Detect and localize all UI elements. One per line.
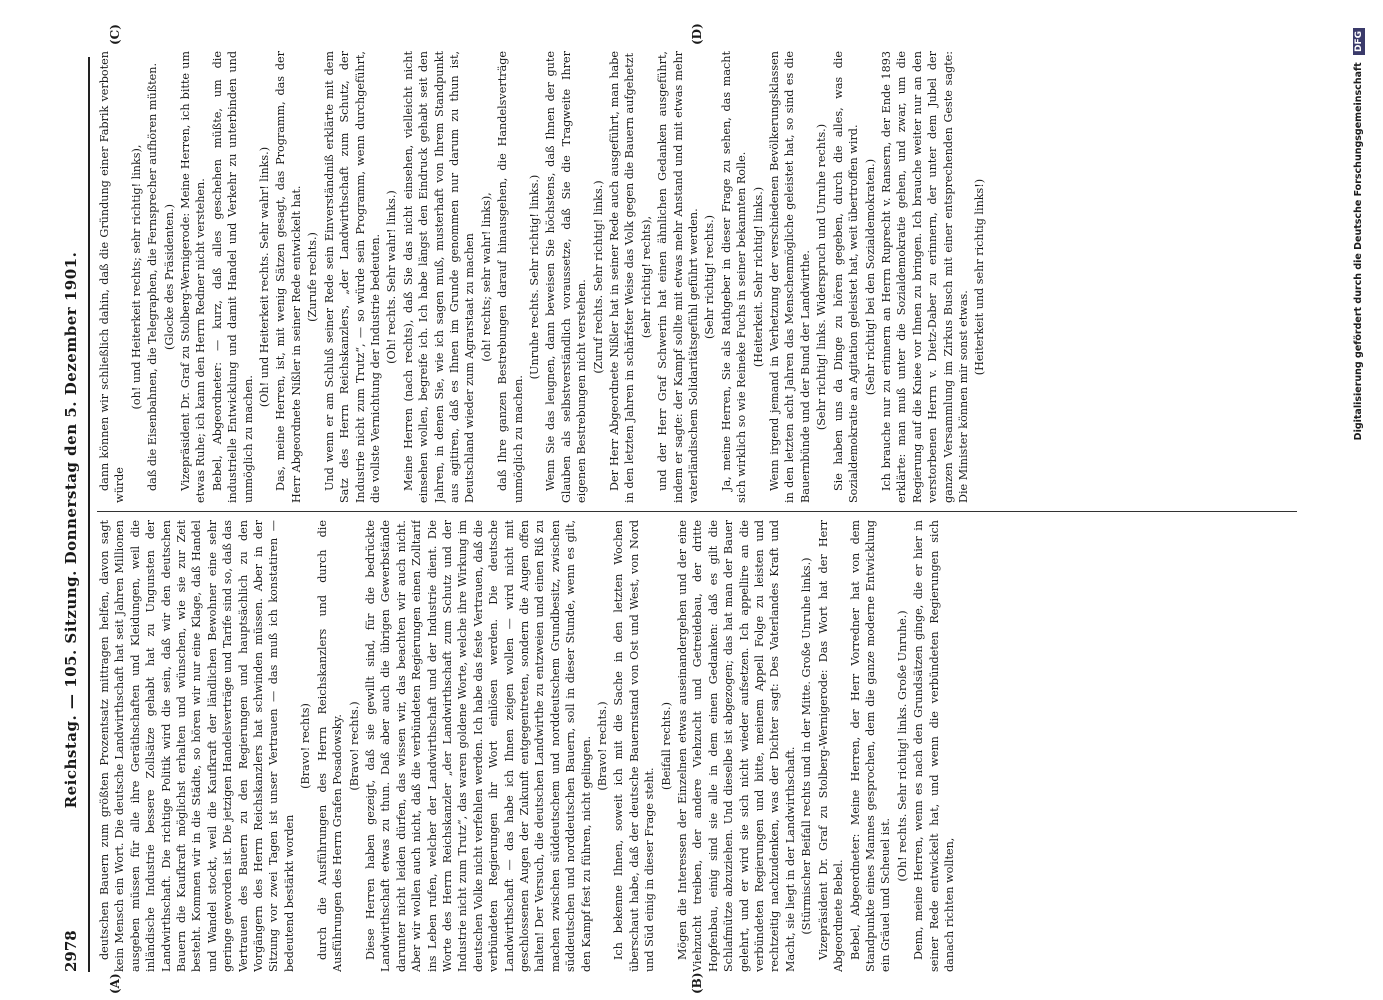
page-header [62, 0, 86, 1000]
paragraph: Das, meine Herren, ist, mit wenig Sätzen gesagt, das Programm, das der Herr Abgeordnete Nißler in seiner Rede entwickelt hat. [274, 51, 303, 503]
page-number: 2978 [62, 930, 80, 972]
margin-mark-a: (A) [108, 973, 122, 994]
paragraph: (Bravo! rechts.) [596, 701, 609, 791]
digitization-stamp [1353, 28, 1365, 972]
paragraph: (Heiterkeit und sehr richtig links!) [973, 178, 987, 376]
paragraph: Der Herr Abgeordnete Nißler hat in seiner Rede auch ausgeführt, man habe in den letzten Jahren in schärfster Weise das Volk gegen die Bauern aufgehetzt [608, 51, 637, 503]
paragraph: Diese Herren haben gezeigt, daß sie gewillt sind, für die bedrückte Landwirthschaft etwas zu thun. Daß aber auch die übrigen Gewerbstände darunter nicht leiden dürfen, das wissen wir, das beachten wir auch nicht. Aber wir wollen auch nicht, daß die verbündeten Regierungen einen Zolltarif ins Leben rufen, welcher der Landwirthschaft und der Industrie dient. Die Worte des Herrn Reichskanzler „der Landwirthschaft zum Schutz und der Industrie nicht zum Trutz“, das waren goldene Worte, welche ihre Wirkung im deutschen Volke nicht verfehlen werden. Ich habe das feste Vertrauen, daß die verbündeten Regierungen ihr Wort einlösen werden. Die deutsche Landwirthschaft — das habe ich Ihnen zeigen wollen — wird nicht mit geschlossenen Augen der Zukunft entgegentreten, sondern die Augen offen halten! Der Versuch, die deutschen Landwirthe zu entzweien und einen Riß zu machen zwischen süddeutschem und norddeutschem Grundbesitz, zwischen süddeutschen und norddeutschen Bauern, soll in dieser Stunde, wenn es gilt, den Kampf fest zu führen, nicht gelingen. [363, 520, 593, 972]
paragraph: (Zuruf rechts. Sehr richtig! links.) [591, 180, 605, 374]
paragraph: Vizepräsident Dr. Graf zu Stolberg-Wernigerode: Meine Herren, ich bitte um etwas Ruhe; ich kann den Herrn Redner nicht verstehen. [179, 51, 208, 503]
margin-mark-b: (B) [690, 972, 704, 994]
paragraph: Sie haben uns da Dinge zu hören gegeben, durch die alles, was die Sozialdemokratie an Agitation geleistet hat, weit übertroffen wird. [831, 51, 861, 503]
paragraph: Ich brauche nur zu erinnern an Herrn Ruprecht v. Ransern, der Ende 1893 erklärte: man muß unter die Sozialdemokratie gehen, und zwar, um die Regierung auf die Kniee vor Ihnen zu bringen. Ich brauche weiter nur an den verstorbenen Herrn v. Dietz-Daber zu erinnern, der unter dem Jubel der ganzen Versammlung im Zirkus Busch mit einer entsprechenden Geste sagte: Die Minister können mir sonst etwas. [879, 51, 970, 503]
paragraph: Wenn Sie das leugnen, dann beweisen Sie höchstens, daß Ihnen der gute Glauben als selbstverständlich voraussetze, daß Sie die Tragweite Ihrer eigenen Bestrebungen nicht verstehen. [544, 51, 589, 503]
paragraph: (Glocke des Präsidenten.) [162, 204, 176, 351]
paragraph: (sehr richtig! rechts), [639, 215, 653, 339]
right-column [97, 51, 1297, 503]
dfg-logo: DFG [1353, 28, 1365, 55]
column-divider [97, 511, 1297, 512]
page-title: Reichstag. — 105. Sitzung. Donnerstag den 5. Dezember 1901. [62, 251, 80, 809]
paragraph: (Sehr richtig! rechts.) [703, 214, 717, 340]
paragraph: (Oh! und Heiterkeit rechts. Sehr wahr! links.) [258, 146, 272, 408]
paragraph: Ja, meine Herren, Sie als Rathgeber in dieser Frage zu sehen, das macht sich wirklich so wie Reineke Fuchs in seiner bekannten Rolle. [719, 51, 749, 503]
paragraph: Meine Herren (nach rechts), daß Sie das nicht einsehen, vielleicht nicht einsehen wollen, begreife ich. Ich habe längst den Eindruck gehabt seit den Jahren, in denen Sie, wie ich sagen muß, musterhaft von Ihrem Standpunkt aus agitiren, daß es Ihnen im Grunde genommen nur darum zu thun ist, Deutschland wieder zum Agrarstaat zu machen [401, 51, 477, 503]
paragraph: Mögen die Interessen der Einzelnen etwas auseinandergehen und der eine Viehzucht treiben, der andere Viehzucht und Getreidebau, der dritte Hopfenbau, einig sind sie alle in dem einen Gedanken: daß es gilt die Schlafmütze abzuziehen. Und dieselbe ist abgezogen; das hat man der Bauer gelehrt, und er wird sie sich nicht wieder aufsetzen. Ich appellire an die verbündeten Regierungen und bitte, meinem Appell Folge zu leisten und rechtzeitig nachzudenken, was der Dichter sagt: Des Vaterlandes Kraft und Macht, sie liegt in der Landwirthschaft. [676, 520, 797, 972]
paragraph: Und wenn er am Schluß seiner Rede sein Einverständniß erklärte mit dem Satz des Herrn Reichskanzlers, „der Landwirthschaft zum Schutz, der Industrie nicht zum Trutz“, — so würde sein Programm, wenn durchgeführt, die vollste Vernichtung der Industrie bedeuten. [322, 51, 382, 503]
paragraph: Wenn irgend jemand in Verhetzung der verschiedenen Bevölkerungsklassen in den letzten acht Jahren das Menschenmögliche geleistet hat, so sind es die Bauernbünde und der Bund der Landwirthe. [768, 51, 812, 503]
paragraph: (Zurufe rechts.) [306, 232, 320, 322]
paragraph: (Sehr richtig! bei den Sozialdemokraten.) [863, 158, 877, 396]
margin-mark-d: (D) [690, 23, 704, 45]
paragraph: (Bravo! rechts.) [347, 701, 361, 791]
stamp-text: Digitalisierung gefördert durch die Deutsche Forschungsgemeinschaft [1353, 62, 1364, 441]
paragraph: Ich bekenne Ihnen, soweit ich mit die Sache in den letzten Wochen überschaut habe, daß der deutsche Bauernstand von Ost und West, von Nord und Süd einig in dieser Frage steht. [612, 520, 657, 972]
paragraph: daß die Eisenbahnen, die Telegraphen, die Fernsprecher aufhören müßten. [146, 62, 160, 491]
paragraph: (oh! und Heiterkeit rechts; sehr richtig! links), [129, 144, 143, 410]
paragraph: (Oh! rechts. Sehr richtig! links. Große Unruhe.) [895, 610, 909, 882]
left-column [97, 520, 1297, 972]
paragraph: (oh! rechts; sehr wahr! links), [479, 192, 493, 362]
paragraph: deutschen Bauern zum größten Prozentsatz mittragen helfen, davon sagt kein Mensch ein Wort. Die deutsche Landwirthschaft hat seit Jahren Millionen ausgeben müssen für alle ihre Geräthschaften und Kleidungen, weil die inländische Industrie bessere Zollsätze gehabt hat zu Ungunsten der Landwirthschaft. Die richtige Politik wird die sein, daß wir den deutschen Bauern die Kaufkraft möglichst erhalten und wünschen, wie sie zur Zeit besteht. Kommen wir in die Städte, so hören wir nur eine Klage, daß Handel und Wandel stockt, weil die Kaufkraft der ländlichen Bewohner eine sehr geringe geworden ist. Die jetzigen Handelsverträge und Tarife sind so, daß das Vertrauen des Bauern zu den Regierungen und hauptsächlich zu den Vorgängern des Herrn Reichskanzlers hat schwinden müssen. Aber in der Sitzung vor zwei Tagen ist unser Vertrauen — das muß ich konstatiren — bedeutend bestärkt worden [98, 520, 296, 972]
margin-mark-c: (C) [108, 24, 122, 45]
paragraph: (Beifall rechts.) [659, 702, 673, 790]
paragraph: Bebel, Abgeordneter: Meine Herren, der Herr Vorredner hat von dem Standpunkte eines Mannes gesprochen, dem die ganze moderne Entwicklung ein Gräuel und Scheuel ist. [848, 520, 893, 972]
paragraph: (Bravo! rechts) [299, 703, 313, 789]
paragraph: (Unruhe rechts. Sehr richtig! links.) [527, 174, 541, 380]
header-rule [88, 57, 90, 972]
paragraph: (Heiterkeit. Sehr richtig! links.) [751, 186, 765, 368]
paragraph: (Sehr richtig! links. Widerspruch und Unruhe rechts.) [815, 123, 829, 431]
paragraph: dann können wir schließlich dahin, daß die Gründung einer Fabrik verboten würde [98, 51, 127, 503]
paragraph: (Oh! rechts. Sehr wahr! links.) [385, 190, 399, 364]
paragraph: Denn, meine Herren, wenn es nach den Grundsätzen ginge, die er hier in seiner Rede entwickelt hat, und wenn die verbündeten Regierungen sich danach richten wollten, [912, 520, 956, 972]
paragraph: durch die Ausführungen des Herrn Reichskanzlers und durch die Ausführungen des Herrn Grafen Posadowsky. [315, 520, 345, 972]
paragraph: Bebel, Abgeordneter: — kurz, daß alles geschehen müßte, um die industrielle Entwicklung und damit Handel und Verkehr zu unterbinden und unmöglich zu machen. [210, 51, 255, 503]
paragraph: Vizepräsident Dr. Graf zu Stolberg-Wernigerode: Das Wort hat der Herr Abgeordnete Bebel. [816, 520, 846, 972]
paragraph: daß Ihre ganzen Bestrebungen darauf hinausgehen, die Handelsverträge unmöglich zu machen. [496, 51, 525, 503]
paragraph: und der Herr Graf Schwerin hat einen ähnlichen Gedanken ausgeführt, indem er sagte: der Kampf sollte mit etwas mehr Anstand und mit etwas mehr vaterländischem Solidaritätsgefühl geführt werden. [656, 51, 701, 503]
paragraph: (Stürmischer Beifall rechts und in der Mitte. Große Unruhe links.) [800, 557, 814, 935]
